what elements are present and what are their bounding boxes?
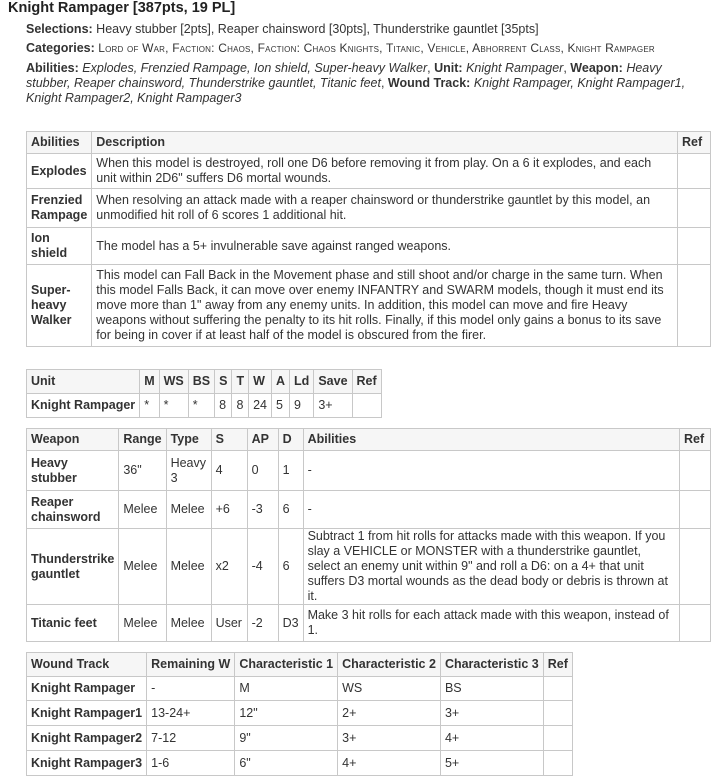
- table-row: [27, 751, 573, 776]
- wound-cell: 1-6: [147, 751, 235, 776]
- wound-cell: 6": [235, 751, 338, 776]
- ability-ref: [678, 154, 711, 189]
- wound-cell: BS: [440, 677, 543, 701]
- ability-ref: [678, 228, 711, 265]
- weapon-cell: -: [303, 451, 679, 491]
- unit-cell: 9: [290, 394, 314, 418]
- wound-cell: 4+: [338, 751, 441, 776]
- unit-header: M: [140, 370, 159, 394]
- wound-cell: Knight Rampager3: [27, 751, 147, 776]
- abilities-label: Abilities:: [26, 61, 79, 75]
- weapon-cell: 6: [278, 529, 303, 605]
- unit-header: WS: [159, 370, 188, 394]
- weapon-header: Weapon: [27, 429, 119, 451]
- weapon-cell: Melee: [119, 491, 166, 529]
- wound-cell: Knight Rampager: [27, 677, 147, 701]
- table-row: [27, 677, 573, 701]
- weapon-cell: -3: [247, 491, 278, 529]
- ability-description: This model can Fall Back in the Movement phase and still shoot and/or charge in the same turn. When this model Falls Back, it can move over enemy INFANTRY and SWARM models, though it must end its move more than 1" away from any enemy units. In addition, this model can move and fire Heavy weapons without suffering the penalty to its hit rolls. Finally, if this model only gains a bonus to its save for being in cover if at least half of the model is obscured from the firer.: [92, 265, 678, 347]
- wound-cell: Knight Rampager1: [27, 701, 147, 726]
- table-row: [27, 394, 382, 418]
- weapon-cell: 4: [211, 451, 247, 491]
- wound-cell: M: [235, 677, 338, 701]
- weapon-header-row: [27, 429, 711, 451]
- table-row: [27, 726, 573, 751]
- ability-ref: [678, 189, 711, 228]
- wound-track-table: [26, 652, 573, 776]
- wound-cell: 9": [235, 726, 338, 751]
- weapon-cell: Heavy 3: [166, 451, 211, 491]
- weapon-cell: D3: [278, 605, 303, 642]
- wound-header: Characteristic 1: [235, 653, 338, 677]
- weapon-cell: Titanic feet: [27, 605, 119, 642]
- wound-cell: 12": [235, 701, 338, 726]
- weapon-cell: User: [211, 605, 247, 642]
- wound-track-label: Wound Track:: [387, 76, 471, 90]
- weapon-table: [26, 428, 711, 642]
- weapon-cell: Thunderstrike gauntlet: [27, 529, 119, 605]
- unit-cell: 3+: [314, 394, 352, 418]
- wound-header: Wound Track: [27, 653, 147, 677]
- abilities-list: Explodes, Frenzied Rampage, Ion shield, Super-heavy Walker: [82, 61, 428, 75]
- unit-cell: *: [159, 394, 188, 418]
- abilities-table: [26, 131, 711, 347]
- wound-track-value: Knight Rampager, Knight Rampager1, Knight Rampager2, Knight Rampager3: [26, 76, 686, 105]
- unit-header: Save: [314, 370, 352, 394]
- weapon-cell: [680, 491, 711, 529]
- wound-cell: -: [147, 677, 235, 701]
- wound-header: Ref: [543, 653, 572, 677]
- weapon-label: Weapon:: [570, 61, 623, 75]
- selections-label: Selections:: [26, 22, 93, 36]
- wound-cell: [543, 701, 572, 726]
- wound-header: Remaining W: [147, 653, 235, 677]
- unit-cell: *: [140, 394, 159, 418]
- table-row: [27, 265, 711, 347]
- wound-cell: 4+: [440, 726, 543, 751]
- abilities-header-ref: Ref: [678, 132, 711, 154]
- weapon-cell: 1: [278, 451, 303, 491]
- unit-cell: 24: [249, 394, 272, 418]
- categories-label: Categories:: [26, 41, 95, 55]
- weapon-cell: Subtract 1 from hit rolls for attacks made with this weapon. If you slay a VEHICLE or MONSTER with a thunderstrike gauntlet, select an enemy unit within 9" and roll a D6: on a 4+ that unit suffers D3 mortal wounds as the dead body or debris is thrown at it.: [303, 529, 679, 605]
- page-title: Knight Rampager [387pts, 19 PL]: [8, 0, 236, 16]
- weapon-cell: [680, 605, 711, 642]
- table-row: [27, 605, 711, 642]
- table-row: [27, 189, 711, 228]
- wound-cell: 2+: [338, 701, 441, 726]
- weapon-cell: 6: [278, 491, 303, 529]
- wound-cell: 5+: [440, 751, 543, 776]
- weapon-cell: Melee: [119, 605, 166, 642]
- weapon-cell: Reaper chainsword: [27, 491, 119, 529]
- categories-value: Lord of War, Faction: Chaos, Faction: Chaos Knights, Titanic, Vehicle, Abhorrent Class, Knight Rampager: [98, 41, 655, 55]
- weapon-cell: Melee: [166, 605, 211, 642]
- weapon-cell: [680, 451, 711, 491]
- unit-value: Knight Rampager: [466, 61, 564, 75]
- table-row: [27, 491, 711, 529]
- selections-value: Heavy stubber [2pts], Reaper chainsword [30pts], Thunderstrike gauntlet [35pts]: [96, 22, 539, 36]
- weapon-header: Type: [166, 429, 211, 451]
- unit-cell: Knight Rampager: [27, 394, 140, 418]
- unit-header-row: [27, 370, 382, 394]
- unit-header: Ld: [290, 370, 314, 394]
- wound-cell: 7-12: [147, 726, 235, 751]
- wound-header: Characteristic 2: [338, 653, 441, 677]
- weapon-value: Heavy stubber, Reaper chainsword, Thunderstrike gauntlet, Titanic feet: [26, 61, 662, 90]
- weapon-cell: -2: [247, 605, 278, 642]
- table-row: [27, 154, 711, 189]
- wound-cell: 3+: [338, 726, 441, 751]
- ability-name: Explodes: [27, 154, 92, 189]
- weapon-cell: 0: [247, 451, 278, 491]
- weapon-cell: x2: [211, 529, 247, 605]
- table-row: [27, 228, 711, 265]
- ability-name: Ion shield: [27, 228, 92, 265]
- unit-header: A: [272, 370, 290, 394]
- weapon-header: S: [211, 429, 247, 451]
- unit-header: W: [249, 370, 272, 394]
- ability-description: The model has a 5+ invulnerable save against ranged weapons.: [92, 228, 678, 265]
- abilities-header-name: Abilities: [27, 132, 92, 154]
- weapon-header: Range: [119, 429, 166, 451]
- table-row: [27, 529, 711, 605]
- unit-cell: 5: [272, 394, 290, 418]
- categories-line: [26, 41, 686, 56]
- weapon-header: AP: [247, 429, 278, 451]
- ability-ref: [678, 265, 711, 347]
- wound-cell: WS: [338, 677, 441, 701]
- weapon-header: Ref: [680, 429, 711, 451]
- wound-cell: Knight Rampager2: [27, 726, 147, 751]
- weapon-cell: Heavy stubber: [27, 451, 119, 491]
- weapon-cell: +6: [211, 491, 247, 529]
- wound-cell: 13-24+: [147, 701, 235, 726]
- ability-name: Super-heavy Walker: [27, 265, 92, 347]
- weapon-cell: Melee: [166, 491, 211, 529]
- unit-cell: *: [188, 394, 214, 418]
- selections-line: [26, 22, 686, 37]
- unit-cell: 8: [232, 394, 249, 418]
- wound-header-row: [27, 653, 573, 677]
- unit-cell: 8: [215, 394, 232, 418]
- unit-stats-table: [26, 369, 382, 418]
- unit-header: Ref: [352, 370, 381, 394]
- unit-label: Unit:: [434, 61, 463, 75]
- abilities-line: Abilities: Explodes, Frenzied Rampage, Ion shield, Super-heavy Walker, Unit: Knight Rampager, Weapon: Heavy stubber, Reaper chainsword, Thunderstrike gauntlet, Titanic feet, Wound Track: Knight Rampager, Knight Rampager1, Knight Rampager2, Knight Rampager3: [26, 61, 686, 105]
- wound-header: Characteristic 3: [440, 653, 543, 677]
- ability-description: When resolving an attack made with a reaper chainsword or thunderstrike gauntlet by this model, an unmodified hit roll of 6 scores 1 additional hit.: [92, 189, 678, 228]
- weapon-cell: [680, 529, 711, 605]
- ability-name: Frenzied Rampage: [27, 189, 92, 228]
- weapon-header: D: [278, 429, 303, 451]
- unit-header: S: [215, 370, 232, 394]
- wound-cell: [543, 677, 572, 701]
- weapon-cell: -4: [247, 529, 278, 605]
- wound-cell: 3+: [440, 701, 543, 726]
- weapon-cell: Melee: [119, 529, 166, 605]
- table-row: [27, 451, 711, 491]
- weapon-cell: Make 3 hit rolls for each attack made with this weapon, instead of 1.: [303, 605, 679, 642]
- ability-description: When this model is destroyed, roll one D6 before removing it from play. On a 6 it explodes, and each unit within 2D6" suffers D6 mortal wounds.: [92, 154, 678, 189]
- unit-header: BS: [188, 370, 214, 394]
- abilities-header-row: [27, 132, 711, 154]
- unit-cell: [352, 394, 381, 418]
- weapon-cell: 36": [119, 451, 166, 491]
- table-row: [27, 701, 573, 726]
- weapon-header: Abilities: [303, 429, 679, 451]
- wound-cell: [543, 751, 572, 776]
- unit-header: T: [232, 370, 249, 394]
- wound-cell: [543, 726, 572, 751]
- weapon-cell: Melee: [166, 529, 211, 605]
- unit-header: Unit: [27, 370, 140, 394]
- weapon-cell: -: [303, 491, 679, 529]
- abilities-header-description: Description: [92, 132, 678, 154]
